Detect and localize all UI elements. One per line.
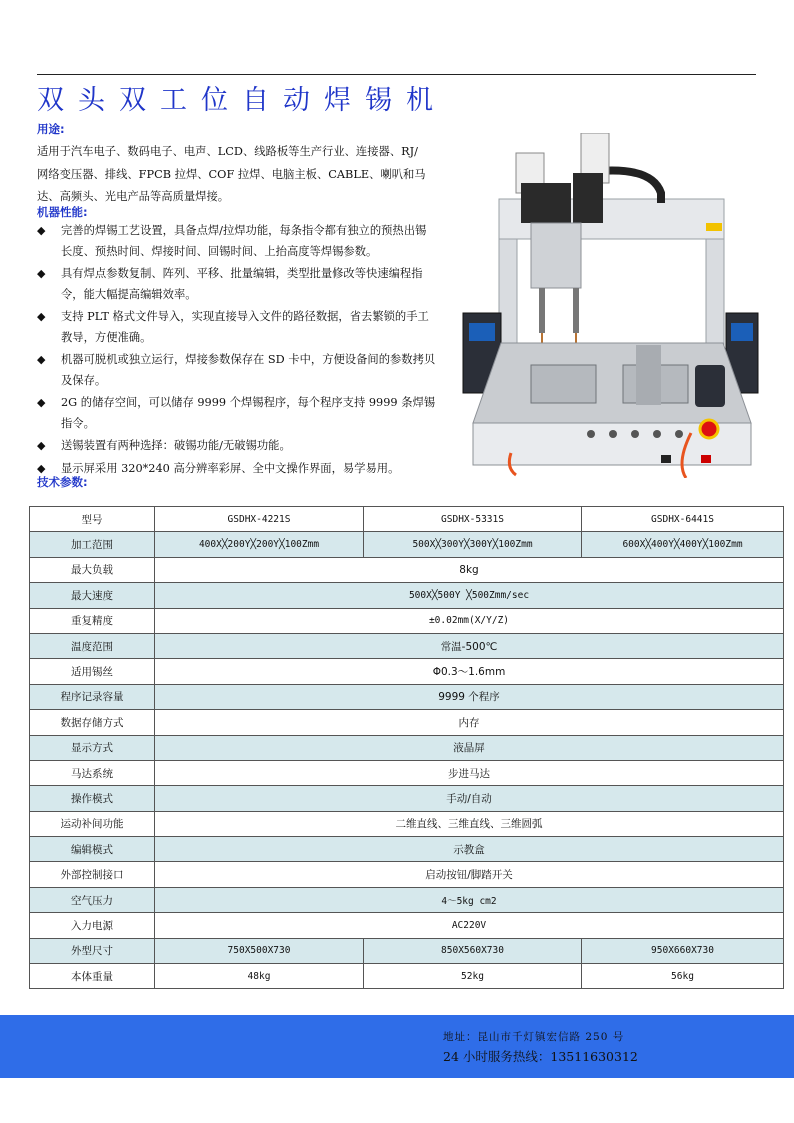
spec-label: 数据存储方式 — [30, 710, 155, 735]
spec-label: 空气压力 — [30, 887, 155, 912]
table-row — [30, 760, 784, 785]
feature-item: ◆ 送锡装置有两种选择：破锡功能/无破锡功能。 — [37, 436, 437, 457]
specs-heading: 技术参数: — [37, 475, 88, 489]
table-row — [30, 583, 784, 608]
spec-value: AC220V — [155, 913, 784, 938]
features-heading: 机器性能: — [37, 205, 88, 219]
spec-value: 950X660X730 — [582, 938, 784, 963]
feature-item: ◆ 显示屏采用 320*240 高分辨率彩屏、全中文操作界面，易学易用。 — [37, 459, 437, 480]
table-row — [30, 659, 784, 684]
feature-item: ◆ 机器可脱机或独立运行，焊接参数保存在 SD 卡中，方便设备间的参数拷贝及保存。 — [37, 350, 437, 391]
spec-value: 手动/自动 — [155, 786, 784, 811]
spec-value: 液晶屏 — [155, 735, 784, 760]
table-row — [30, 532, 784, 557]
diamond-bullet-icon: ◆ — [37, 353, 46, 366]
spec-label: 最大速度 — [30, 583, 155, 608]
spec-label: 马达系统 — [30, 760, 155, 785]
spec-value: 52kg — [364, 964, 582, 989]
feature-item: ◆ 2G 的储存空间，可以储存 9999 个焊锡程序，每个程序支持 9999 条焊锡指令。 — [37, 393, 437, 434]
spec-label: 重复精度 — [30, 608, 155, 633]
diamond-bullet-icon: ◆ — [37, 267, 46, 280]
spec-label: 入力电源 — [30, 913, 155, 938]
spec-label: 加工范围 — [30, 532, 155, 557]
diamond-bullet-icon: ◆ — [37, 396, 46, 409]
spec-label: 型号 — [30, 507, 155, 532]
spec-value: 常温-500℃ — [155, 633, 784, 658]
table-row — [30, 811, 784, 836]
usage-heading: 用途: — [37, 122, 65, 136]
spec-label: 操作模式 — [30, 786, 155, 811]
table-row — [30, 964, 784, 989]
table-row — [30, 938, 784, 963]
table-row — [30, 608, 784, 633]
spec-value: 9999 个程序 — [155, 684, 784, 709]
diamond-bullet-icon: ◆ — [37, 224, 46, 237]
feature-item: ◆ 具有焊点参数复制、阵列、平移、批量编辑，类型批量修改等快速编程指令，能大幅提高编辑效率。 — [37, 264, 437, 305]
top-rule — [37, 74, 756, 75]
table-row — [30, 786, 784, 811]
page-title: 双头双工位自动焊锡机 — [37, 85, 447, 116]
table-row — [30, 862, 784, 887]
table-row — [30, 913, 784, 938]
spec-value: 二维直线、三维直线、三维圆弧 — [155, 811, 784, 836]
spec-model: GSDHX-6441S — [582, 507, 784, 532]
feature-item: ◆ 完善的焊锡工艺设置，具备点焊/拉焊功能，每条指令都有独立的预热出锡长度、预热时间、焊接时间、回锡时间、上抬高度等焊锡参数。 — [37, 221, 437, 262]
spec-value: 8kg — [155, 557, 784, 582]
table-row — [30, 507, 784, 532]
spec-value: 48kg — [155, 964, 364, 989]
spec-value: 内存 — [155, 710, 784, 735]
spec-label: 外部控制接口 — [30, 862, 155, 887]
spec-label: 编辑模式 — [30, 837, 155, 862]
diamond-bullet-icon: ◆ — [37, 310, 46, 323]
spec-label: 适用锡丝 — [30, 659, 155, 684]
usage-text: 适用于汽车电子、数码电子、电声、LCD、线路板等生产行业、连接器、RJ/网络变压器、排线、FPCB 拉焊、COF 拉焊、电脑主板、CABLE、喇叭和马达、高频头、光电产品等高质量焊接。 — [37, 145, 426, 203]
spec-value: 示教盒 — [155, 837, 784, 862]
footer-bar — [0, 1015, 794, 1078]
spec-value: 500X╳500Y ╳500Zmm/sec — [155, 583, 784, 608]
diamond-bullet-icon: ◆ — [37, 461, 46, 475]
footer-address: 地址：昆山市千灯镇宏信路 250 号 — [443, 1031, 625, 1043]
spec-value: 4～5kg cm2 — [155, 887, 784, 912]
spec-model: GSDHX-4221S — [155, 507, 364, 532]
footer-hotline: 24 小时服务热线：13511630312 — [443, 1049, 638, 1064]
spec-value: 750X500X730 — [155, 938, 364, 963]
spec-model: GSDHX-5331S — [364, 507, 582, 532]
spec-label: 运动补间功能 — [30, 811, 155, 836]
spec-label: 最大负载 — [30, 557, 155, 582]
table-row — [30, 710, 784, 735]
spec-label: 温度范围 — [30, 633, 155, 658]
table-row — [30, 735, 784, 760]
features-list — [37, 221, 437, 481]
table-row — [30, 887, 784, 912]
machine-photo — [461, 133, 759, 478]
spec-label: 程序记录容量 — [30, 684, 155, 709]
spec-value: 500X╳300Y╳300Y╳100Zmm — [364, 532, 582, 557]
table-row — [30, 557, 784, 582]
spec-table — [29, 506, 784, 989]
spec-value: 步进马达 — [155, 760, 784, 785]
table-row — [30, 837, 784, 862]
spec-value: 850X560X730 — [364, 938, 582, 963]
spec-value: ±0.02mm(X/Y/Z) — [155, 608, 784, 633]
spec-label: 显示方式 — [30, 735, 155, 760]
spec-value: 400X╳200Y╳200Y╳100Zmm — [155, 532, 364, 557]
table-row — [30, 633, 784, 658]
spec-value: 启动按钮/脚踏开关 — [155, 862, 784, 887]
feature-item: ◆ 支持 PLT 格式文件导入，实现直接导入文件的路径数据，省去繁锁的手工教导，方便准确。 — [37, 307, 437, 348]
spec-label: 本体重量 — [30, 964, 155, 989]
diamond-bullet-icon: ◆ — [37, 439, 46, 452]
spec-value: Φ0.3～1.6mm — [155, 659, 784, 684]
table-row — [30, 684, 784, 709]
spec-value: 56kg — [582, 964, 784, 989]
spec-label: 外型尺寸 — [30, 938, 155, 963]
spec-value: 600X╳400Y╳400Y╳100Zmm — [582, 532, 784, 557]
